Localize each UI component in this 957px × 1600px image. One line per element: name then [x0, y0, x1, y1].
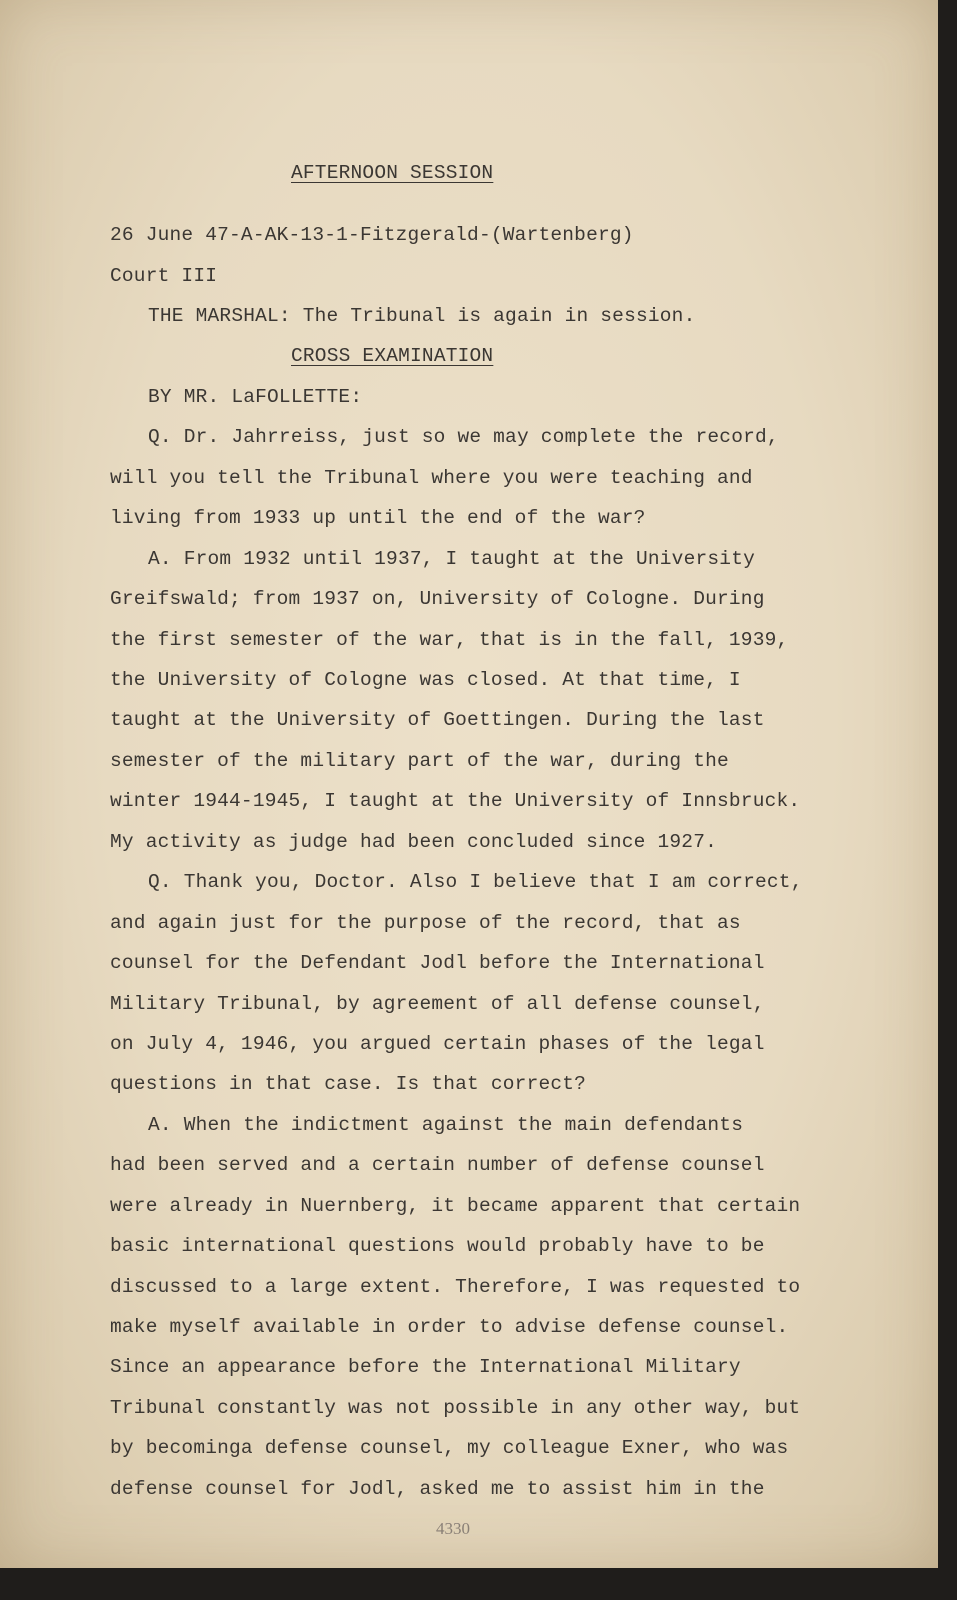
session-code: 26 June 47-A-AK-13-1-Fitzgerald-(Wartenberg): [110, 224, 634, 246]
examiner-line: BY MR. LaFOLLETTE:: [148, 386, 363, 408]
transcript-line: basic international questions would probably have to be: [110, 1235, 765, 1257]
transcript-line: winter 1944-1945, I taught at the University of Innsbruck.: [110, 790, 801, 812]
marshal-line: THE MARSHAL: The Tribunal is again in session.: [148, 305, 696, 327]
page-number: 4330: [436, 1519, 470, 1538]
transcript-line: Since an appearance before the International Military: [110, 1356, 741, 1378]
transcript-line: Tribunal constantly was not possible in any other way, but: [110, 1397, 801, 1419]
transcript-line: were already in Nuernberg, it became apparent that certain: [110, 1195, 801, 1217]
transcript-line: questions in that case. Is that correct?: [110, 1073, 587, 1095]
transcript-line: Greifswald; from 1937 on, University of Cologne. During: [110, 588, 765, 610]
transcript-line: My activity as judge had been concluded since 1927.: [110, 831, 717, 853]
transcript-line: A. When the indictment against the main defendants: [148, 1114, 744, 1136]
transcript-line: taught at the University of Goettingen. During the last: [110, 709, 765, 731]
transcript-line: the University of Cologne was closed. At that time, I: [110, 669, 741, 691]
transcript-line: living from 1933 up until the end of the war?: [110, 507, 646, 529]
scan-border-right: [938, 0, 957, 1600]
transcript-line: counsel for the Defendant Jodl before the International: [110, 952, 765, 974]
transcript-line: Q. Thank you, Doctor. Also I believe that I am correct,: [148, 871, 803, 893]
transcript-line: on July 4, 1946, you argued certain phases of the legal: [110, 1033, 765, 1055]
transcript-line: the first semester of the war, that is in the fall, 1939,: [110, 629, 789, 651]
transcript-line: had been served and a certain number of defense counsel: [110, 1154, 765, 1176]
transcript-line: will you tell the Tribunal where you were teaching and: [110, 467, 753, 489]
transcript-line: Military Tribunal, by agreement of all defense counsel,: [110, 993, 765, 1015]
cross-examination-heading: CROSS EXAMINATION: [291, 345, 494, 367]
transcript-line: make myself available in order to advise defense counsel.: [110, 1316, 789, 1338]
transcript-line: defense counsel for Jodl, asked me to assist him in the: [110, 1478, 765, 1500]
transcript-line: A. From 1932 until 1937, I taught at the University: [148, 548, 755, 570]
court-label: Court III: [110, 265, 218, 287]
transcript-line: Q. Dr. Jahrreiss, just so we may complete the record,: [148, 426, 779, 448]
transcript-line: by becominga defense counsel, my colleague Exner, who was: [110, 1437, 789, 1459]
transcript-line: and again just for the purpose of the record, that as: [110, 912, 741, 934]
transcript-line: discussed to a large extent. Therefore, I was requested to: [110, 1276, 801, 1298]
scan-border-bottom: [0, 1568, 957, 1600]
session-heading: AFTERNOON SESSION: [291, 162, 494, 184]
transcript-line: semester of the military part of the war, during the: [110, 750, 729, 772]
